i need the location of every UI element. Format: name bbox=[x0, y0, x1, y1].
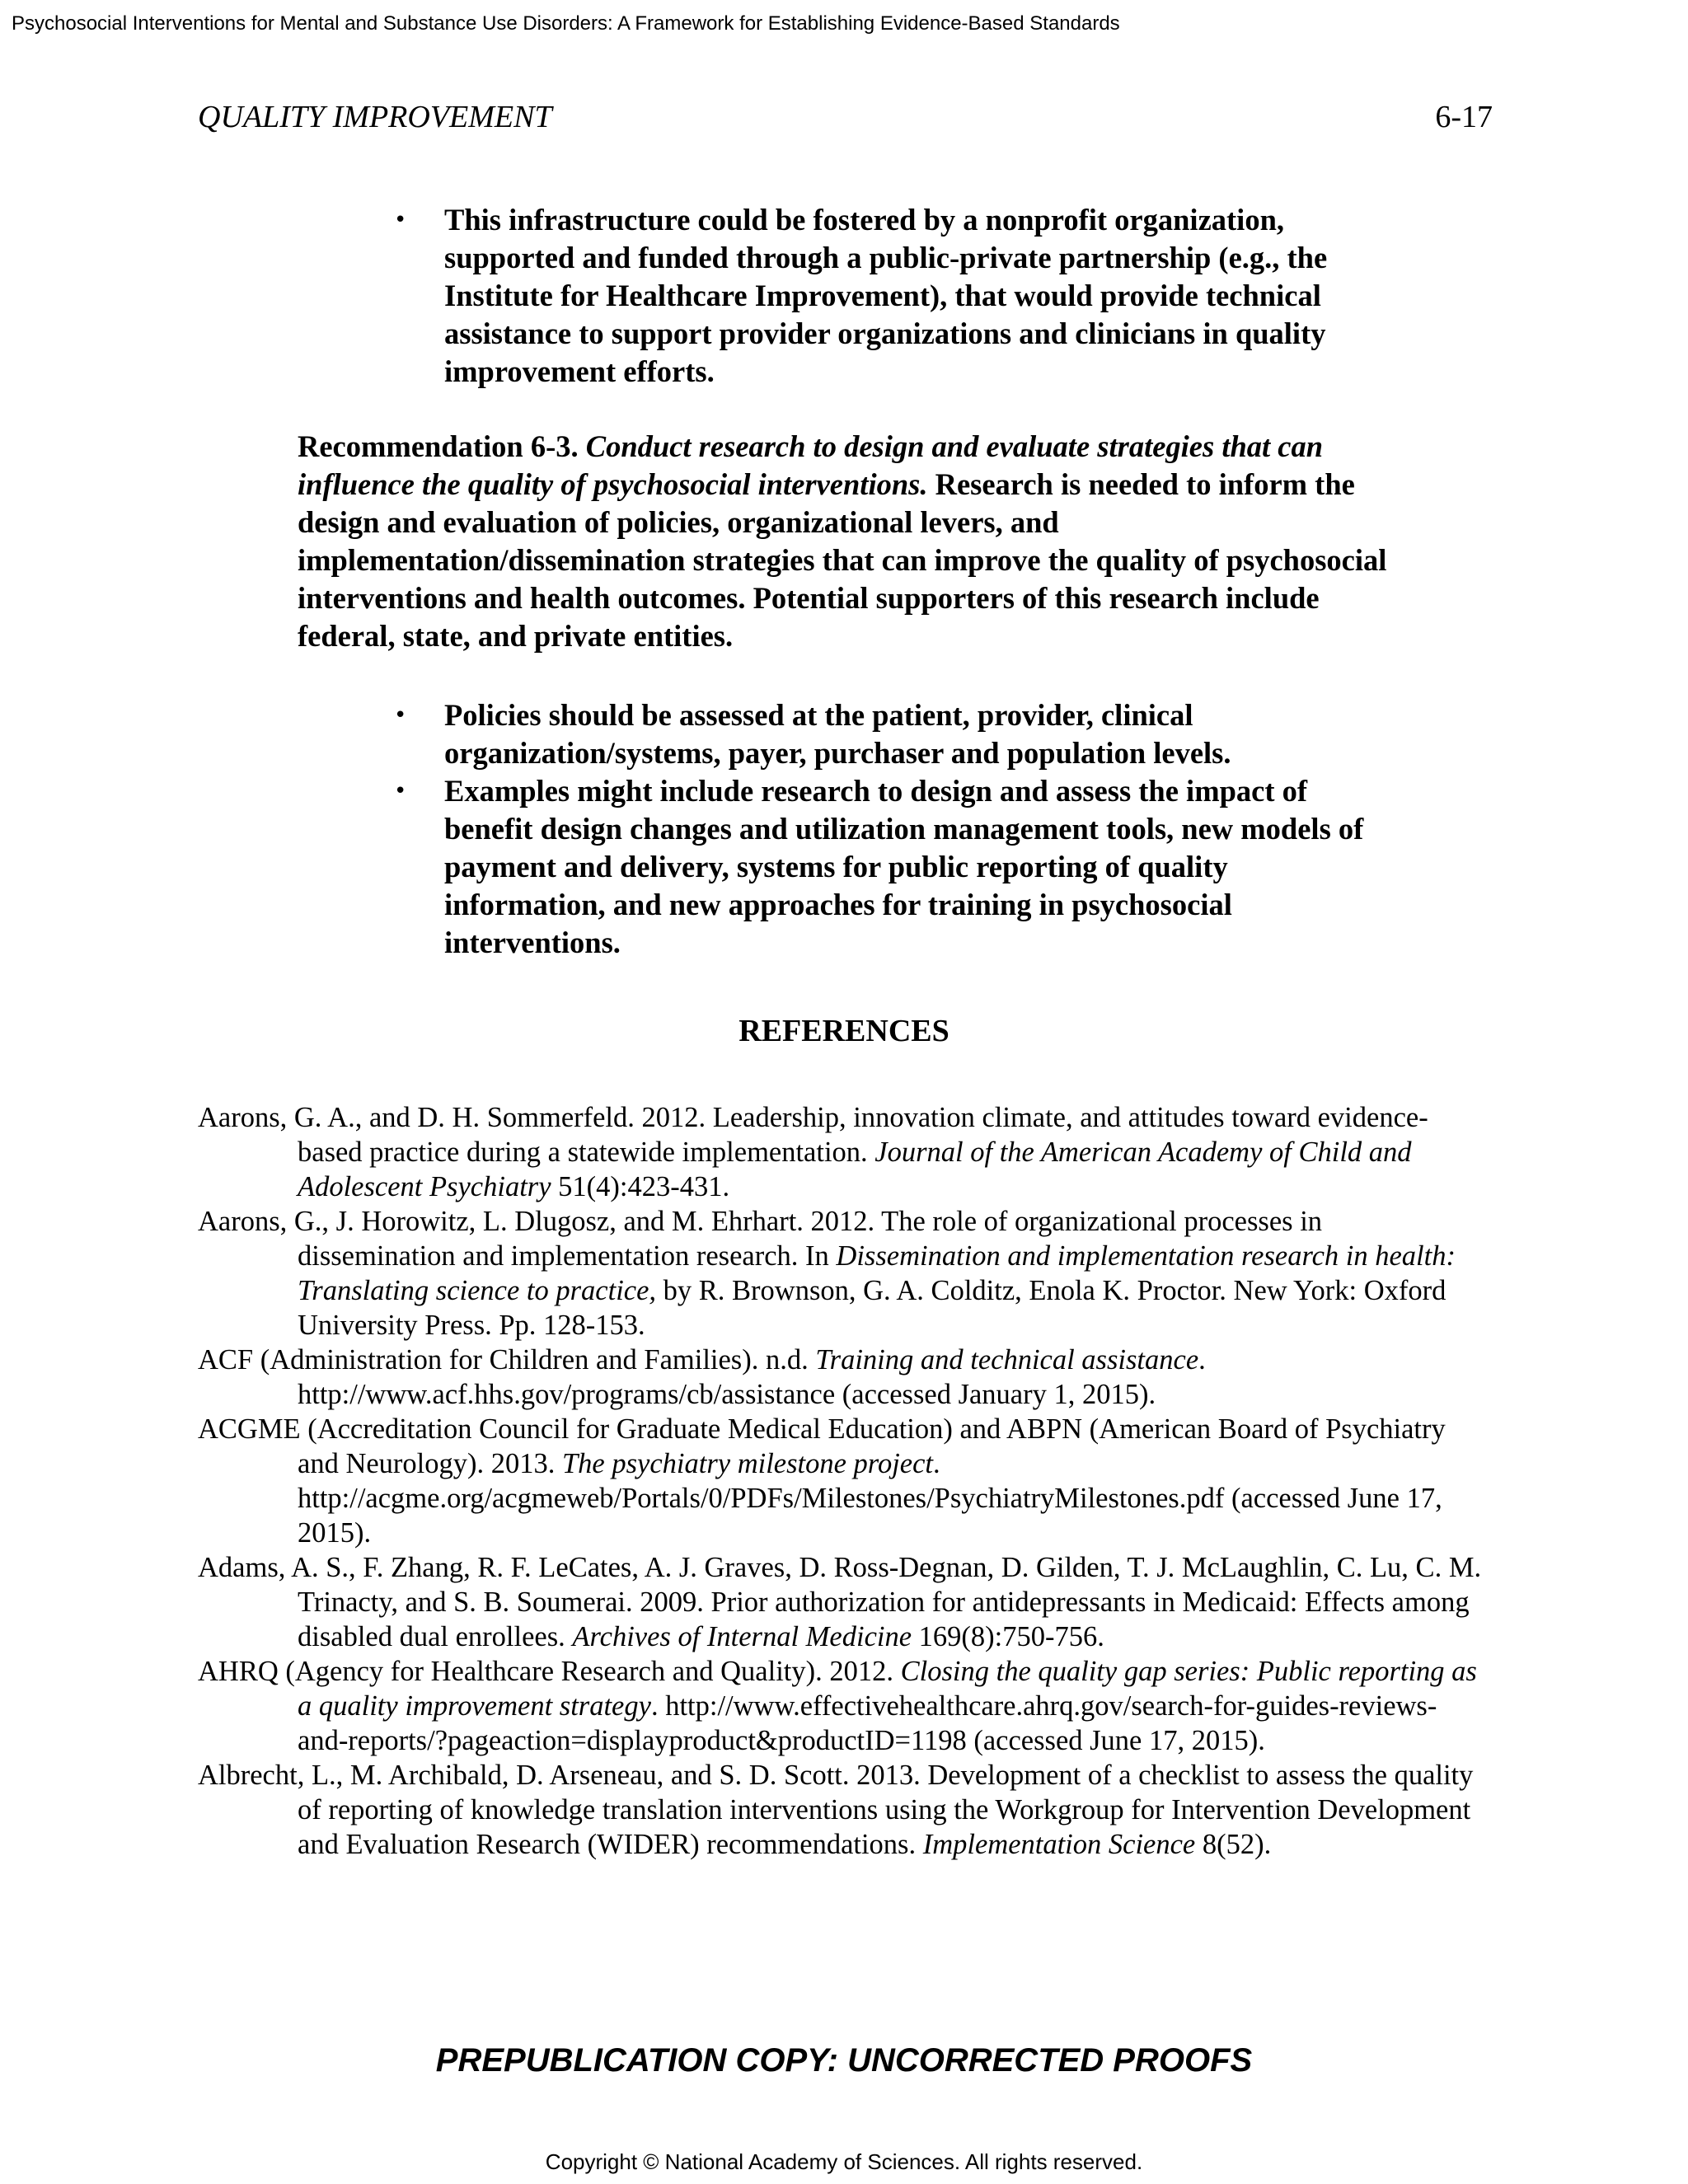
reference-text: 169(8):750-756. bbox=[912, 1621, 1104, 1652]
reference-entry bbox=[198, 1343, 1484, 1412]
reference-source: Dissemination and implementation research in health: Translating science to practice, bbox=[298, 1240, 1456, 1306]
reference-entry bbox=[198, 1758, 1484, 1862]
recommendation-title: Conduct research to design and evaluate strategies that can influence the quality of psychosocial interventions. bbox=[298, 429, 1324, 501]
reference-source: Training and technical assistance bbox=[815, 1344, 1199, 1376]
bullet-icon: • bbox=[394, 703, 407, 728]
reference-source: The psychiatry milestone project bbox=[561, 1448, 933, 1479]
reference-text: by R. Brownson, G. A. Colditz, Enola K. Proctor. New York: Oxford University Press. Pp. 128-153. bbox=[298, 1275, 1447, 1341]
reference-text: . http://acgme.org/acgmeweb/Portals/0/PDFs/Milestones/PsychiatryMilestones.pdf (accessed June 17, 2015). bbox=[298, 1448, 1442, 1549]
recommendation-bullet-list bbox=[394, 696, 1391, 962]
reference-entry bbox=[198, 1550, 1484, 1654]
reference-text: ACGME (Accreditation Council for Graduate Medical Education) and ABPN (American Board of Psychiatry and Neurology). 2013. bbox=[198, 1413, 1446, 1479]
references-list bbox=[198, 1100, 1484, 1862]
reference-text: Albrecht, L., M. Archibald, D. Arseneau, and S. D. Scott. 2013. Development of a checklist to assess the quality of reporting of knowledge translation interventions using the Workgroup for Intervention Development and Evaluation Research (WIDER) recommendations. bbox=[198, 1760, 1474, 1860]
list-item bbox=[394, 772, 1391, 962]
list-item bbox=[394, 201, 1391, 391]
reference-text: 51(4):423-431. bbox=[551, 1171, 730, 1202]
bullet-text: This infrastructure could be fostered by a nonprofit organization, supported and funded through a public-private partnership (e.g., the Institute for Healthcare Improvement), that would provide technical assistance to support provider organizations and clinicians in quality improvement efforts. bbox=[444, 203, 1328, 388]
reference-entry bbox=[198, 1412, 1484, 1550]
page-number: 6-17 bbox=[1435, 100, 1493, 134]
reference-source: Implementation Science bbox=[922, 1829, 1196, 1860]
reference-source: Closing the quality gap series: Public reporting as a quality improvement strategy bbox=[298, 1656, 1477, 1722]
reference-entry bbox=[198, 1654, 1484, 1758]
reference-entry bbox=[198, 1204, 1484, 1343]
recommendation-label: Recommendation 6-3. bbox=[298, 429, 579, 463]
infrastructure-bullet-list bbox=[394, 201, 1391, 391]
copyright-notice: Copyright © National Academy of Sciences. All rights reserved. bbox=[545, 2149, 1143, 2174]
reference-text: ACF (Administration for Children and Families). n.d. bbox=[198, 1344, 816, 1376]
reference-text: Aarons, G., J. Horowitz, L. Dlugosz, and M. Ehrhart. 2012. The role of organizational processes in dissemination and implementation research. In bbox=[198, 1206, 1323, 1272]
recommendation-body: Research is needed to inform the design and evaluation of policies, organizational levers, and implementation/dissemination strategies that can improve the quality of psychosocial interventions and health outcomes. Potential supporters of this research include federal, state, and private entities. bbox=[298, 467, 1387, 653]
running-head-chapter: QUALITY IMPROVEMENT bbox=[198, 100, 552, 134]
reference-text: . http://www.acf.hhs.gov/programs/cb/assistance (accessed January 1, 2015). bbox=[298, 1344, 1206, 1410]
reference-entry bbox=[198, 1100, 1484, 1204]
reference-text: 8(52). bbox=[1195, 1829, 1272, 1860]
bullet-icon: • bbox=[394, 779, 407, 804]
references-heading: REFERENCES bbox=[738, 1014, 950, 1048]
reference-text: Adams, A. S., F. Zhang, R. F. LeCates, A. J. Graves, D. Ross-Degnan, D. Gilden, T. J. McLaughlin, C. Lu, C. M. Trinacty, and S. B. Soumerai. 2009. Prior authorization for antidepressants in Medicaid: Effects among disabled dual enrollees. bbox=[198, 1552, 1482, 1652]
bullet-icon: • bbox=[394, 208, 407, 232]
bullet-text: Policies should be assessed at the patient, provider, clinical organization/systems, payer, purchaser and population levels. bbox=[444, 698, 1231, 770]
list-item bbox=[394, 696, 1391, 772]
reference-text: . http://www.effectivehealthcare.ahrq.gov/search-for-guides-reviews-and-reports/?pageaction=displayproduct&productID=1198 (accessed June 17, 2015). bbox=[298, 1690, 1437, 1756]
reference-source: Archives of Internal Medicine bbox=[572, 1621, 912, 1652]
reference-text: AHRQ (Agency for Healthcare Research and Quality). 2012. bbox=[198, 1656, 901, 1687]
prepublication-notice: PREPUBLICATION COPY: UNCORRECTED PROOFS bbox=[435, 2042, 1253, 2079]
reference-source: Journal of the American Academy of Child and Adolescent Psychiatry bbox=[298, 1137, 1412, 1202]
book-title-banner: Psychosocial Interventions for Mental and Substance Use Disorders: A Framework for Establishing Evidence-Based Standards bbox=[12, 12, 1120, 35]
bullet-text: Examples might include research to design and assess the impact of benefit design changes and utilization management tools, new models of payment and delivery, systems for public reporting of quality information, and new approaches for training in psychosocial interventions. bbox=[444, 774, 1364, 959]
recommendation-6-3 bbox=[298, 428, 1410, 655]
reference-text: Aarons, G. A., and D. H. Sommerfeld. 2012. Leadership, innovation climate, and attitudes toward evidence-based practice during a statewide implementation. bbox=[198, 1102, 1428, 1168]
